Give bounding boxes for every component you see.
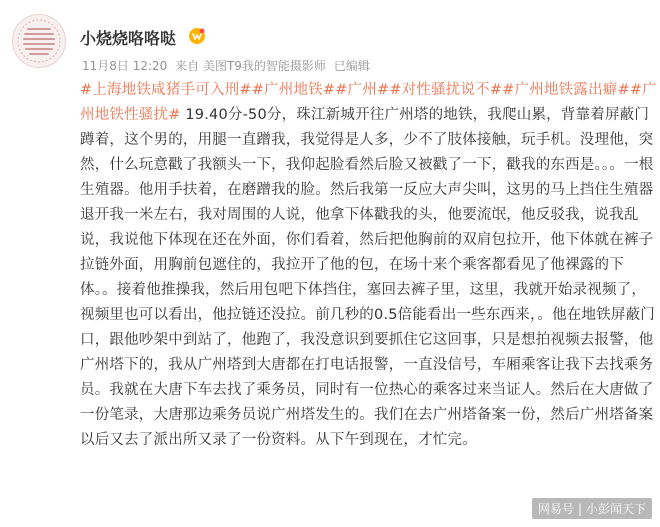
watermark-site: 网易号 [537, 502, 574, 516]
hashtag-link[interactable]: #对性骚扰说不# [389, 82, 503, 98]
avatar-image [13, 15, 65, 67]
hashtag-link[interactable]: #广州# [335, 82, 390, 98]
post-source: 来自 美图T9我的智能摄影师 [175, 59, 326, 73]
avatar[interactable] [12, 14, 66, 68]
hashtag-link[interactable]: #广州地铁露出癖# [502, 82, 630, 98]
hashtag-link[interactable]: #广州地铁# [251, 82, 336, 98]
watermark [532, 498, 652, 519]
vip-badge-icon [188, 27, 206, 45]
watermark-author: 小彭闻天下 [585, 502, 646, 516]
post-body-text: 19.40分-50分，珠江新城开往广州塔的地铁，我爬山累，背靠着屏蔽门蹲着，这个男的，用腿一直蹭我，我觉得是人多，少不了肢体接触，玩手机。没理他，突然，什么玩意戳了我额头一下，我仰起脸看然后脸又被戳了一下，戳我的东西是。。。一根生殖器。他用手扶着，在磨蹭我的脸。然后我第一反应大声尖叫，这男的马上挡住生殖器退开我一米左右，我对周围的人说，他拿下体戳我的头，他要流氓，他反驳我，说我乱说，我说他下体现在还在外面，你们看着，然后把他胸前的双肩包拉开，他下体就在裤子拉链外面，用胸前包遮住的，我拉开了他的包，在场十来个乘客都看见了他裸露的下体。。接着他推操我，然后用包吧下体挡住，塞回去裤子里，这里，我就开始录视频了，视频里也可以看出，他拉链还没拉。前几秒的0.5倍能看出一些东西来，。他在地铁屏蔽门口，跟他吵架中到站了，他跑了，我没意识到要抓住它这回事，只是想拍视频去报警，他广州塔下的，我从广州塔到大唐都在打电话报警，一直没信号，车厢乘客让我下去找乘务员。我就在大唐下车去找了乘务员，同时有一位热心的乘客过来当证人。然后在大唐做了一份笔录，大唐那边乘务员说广州塔发生的。我们在去广州塔备案一份，然后广州塔备案以后又去了派出所又录了一份资料。从下午到现在，才忙完。 [80, 107, 656, 448]
watermark-divider: | [577, 502, 582, 516]
hashtag-link[interactable]: #上海地铁咸猪手可入刑# [80, 82, 252, 98]
post-meta [82, 57, 374, 74]
post-date[interactable]: 11月8日 12:20 [82, 59, 168, 73]
username[interactable]: 小烧烧咯咯哒 [80, 29, 177, 48]
edited-status: 已编辑 [333, 59, 370, 73]
hashtag-link[interactable]: #广州地铁性骚扰# [80, 82, 657, 123]
post-content [80, 78, 658, 453]
